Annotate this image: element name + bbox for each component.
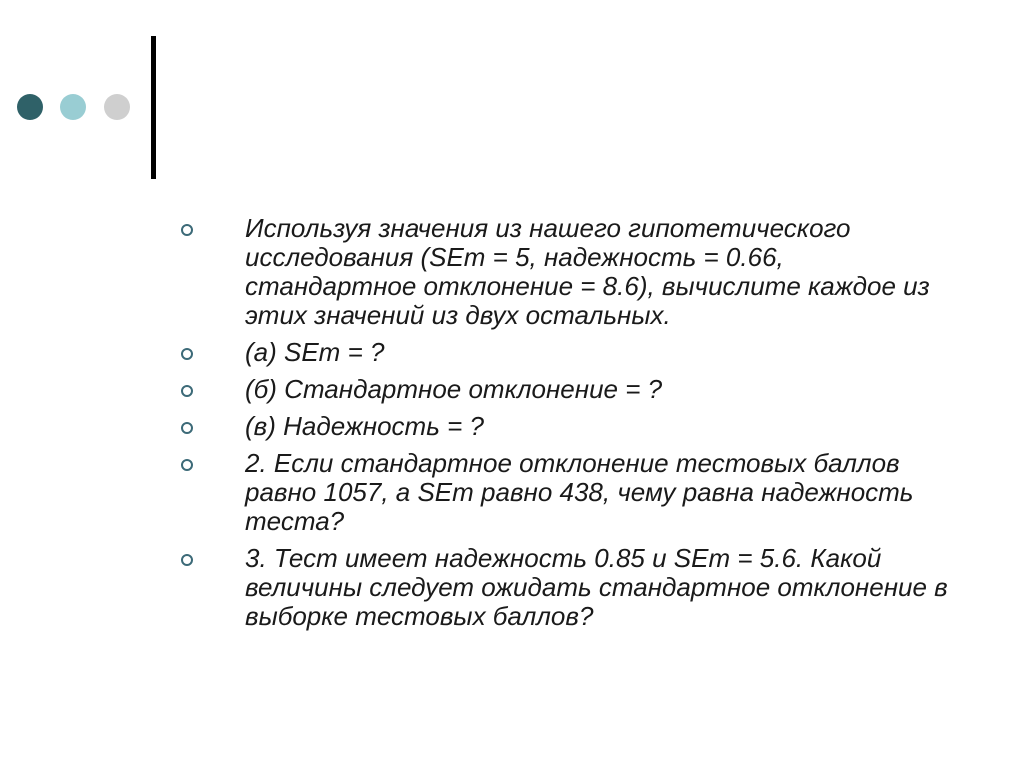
bullet-item [180,412,960,441]
bullet-text: (а) SEm = ? [245,337,385,367]
bullet-text: Используя значения из нашего гипотетического исследования (SEm = 5, надежность = 0.66, стандартное отклонение = 8.6), вычислите каждое из этих значений из двух остальных. [245,213,930,330]
bullet-circle-icon [181,385,193,397]
bullet-circle-icon [181,422,193,434]
bullet-text: 3. Тест имеет надежность 0.85 и SEm = 5.6. Какой величины следует ожидать стандартное отклонение в выборке тестовых баллов? [245,543,948,631]
decorative-dot-light [60,94,86,120]
bullet-circle-icon [181,554,193,566]
bullet-circle-icon [181,459,193,471]
bullet-list [180,214,960,639]
bullet-item [180,449,960,536]
bullet-text: (б) Стандартное отклонение = ? [245,374,663,404]
bullet-item [180,375,960,404]
bullet-item [180,338,960,367]
bullet-item [180,544,960,631]
decorative-dot-dark [17,94,43,120]
bullet-text: (в) Надежность = ? [245,411,484,441]
bullet-circle-icon [181,348,193,360]
bullet-text: 2. Если стандартное отклонение тестовых баллов равно 1057, а SEm равно 438, чему равна надежность теста? [245,448,914,536]
decorative-dot-gray [104,94,130,120]
vertical-divider [151,36,156,179]
bullet-circle-icon [181,224,193,236]
bullet-item [180,214,960,330]
